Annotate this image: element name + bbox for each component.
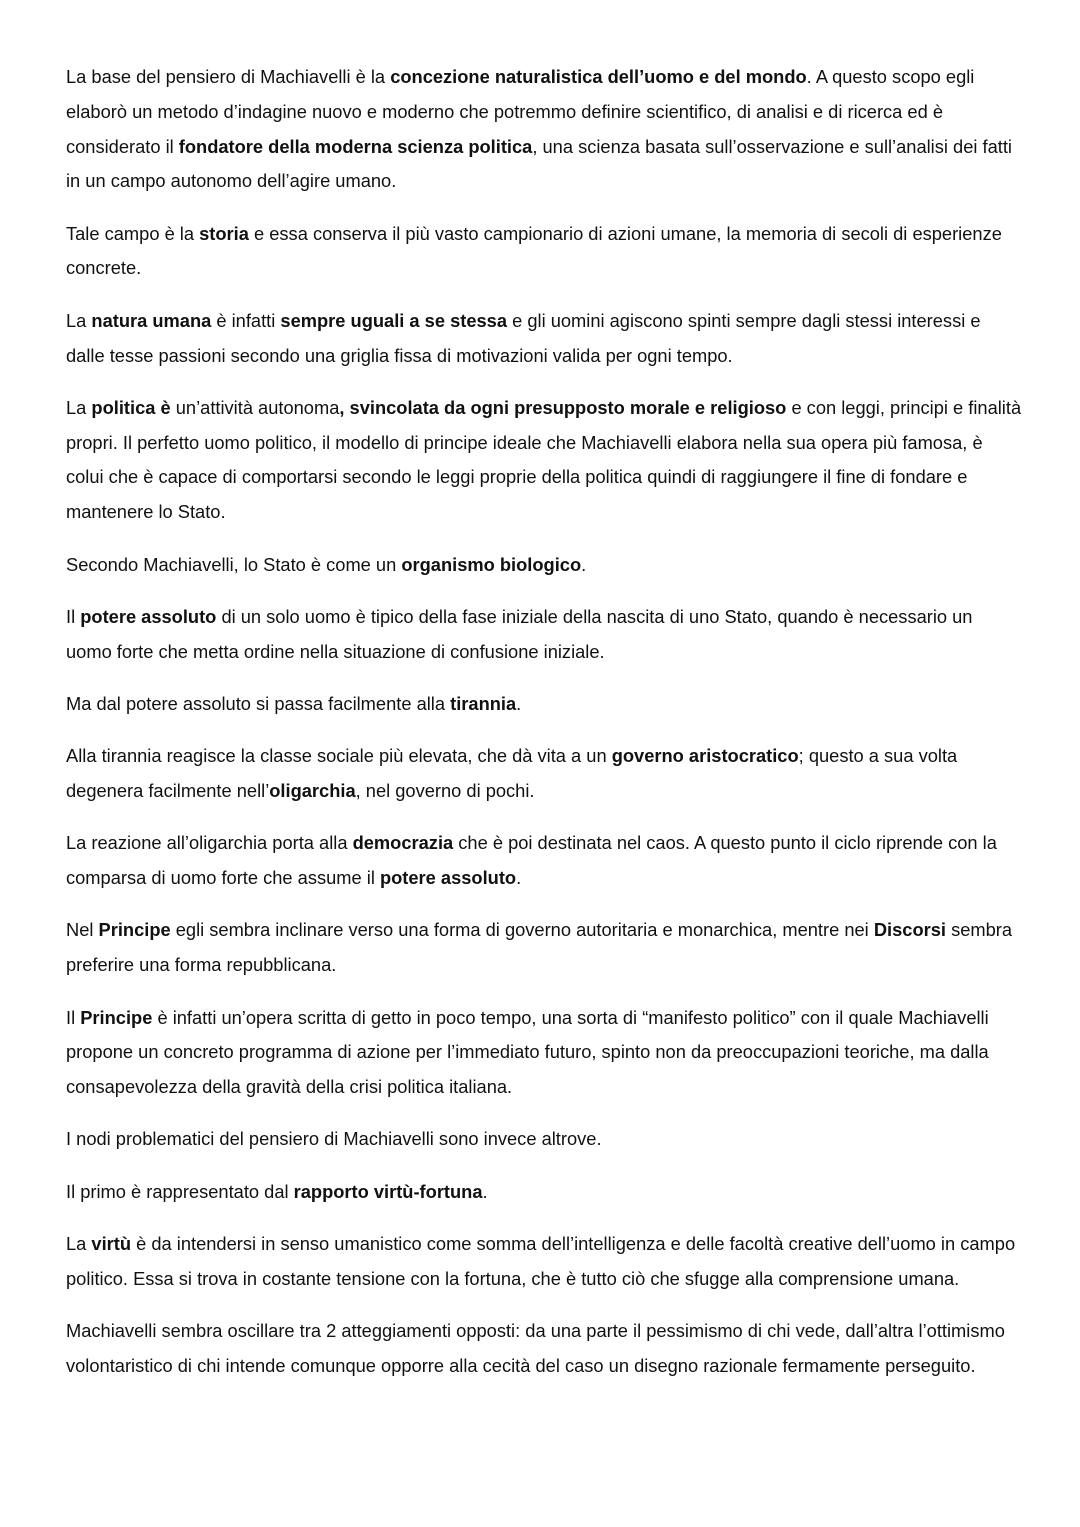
text-run: .: [516, 692, 522, 714]
text-run: Ma dal potere assoluto si passa facilmente alla: [66, 692, 451, 714]
bold-run: potere assoluto: [80, 605, 217, 627]
paragraph-absolute-power: [66, 600, 1022, 670]
text-run: Secondo Machiavelli, lo Stato è come un: [66, 553, 402, 575]
bold-run: rapporto virtù-fortuna: [293, 1180, 483, 1202]
text-run: e gli uomini agiscono spinti sempre dagli stessi interessi e dalle tesse passioni secondo una griglia fissa di motivazioni valida per ogni tempo.: [66, 309, 981, 366]
text-run: è da intendersi in senso umanistico come somma dell’intelligenza e delle facoltà creative dell’uomo in campo politico. Essa si trova in costante tensione con la fortuna, che è tutto ciò che sfugge alla comprensione umana.: [66, 1233, 1016, 1289]
bold-run: Principe: [98, 919, 171, 941]
text-run: di un solo uomo è tipico della fase iniziale della nascita di uno Stato, quando è necessario un uomo forte che metta ordine nella situazione di confusione iniziale.: [66, 605, 973, 662]
paragraph-biological-organism: [66, 548, 1022, 583]
text-run: è infatti: [211, 309, 281, 331]
paragraph-human-nature: [66, 304, 1022, 374]
paragraph-naturalistic-conception: [66, 60, 1022, 199]
bold-run: oligarchia: [269, 780, 356, 802]
bold-run: fondatore della moderna scienza politica: [178, 135, 533, 157]
text-run: Il primo è rappresentato dal: [66, 1180, 294, 1202]
text-run: , nel governo di pochi.: [355, 780, 535, 802]
text-run: egli sembra inclinare verso una forma di governo autoritaria e monarchica, mentre nei: [170, 919, 874, 941]
text-run: Il: [66, 605, 81, 627]
bold-run: governo aristocratico: [611, 745, 799, 767]
paragraph-principe-discorsi: [66, 913, 1022, 983]
bold-run: natura umana: [91, 309, 212, 331]
bold-run: storia: [199, 222, 249, 244]
bold-run: organismo biologico: [401, 553, 582, 575]
text-run: Il: [66, 1006, 81, 1028]
bold-run: democrazia: [352, 832, 454, 854]
text-run: Tale campo è la: [66, 222, 200, 244]
text-run: La reazione all’oligarchia porta alla: [66, 832, 353, 854]
text-run: .: [516, 867, 522, 889]
bold-run: concezione naturalistica dell’uomo e del mondo: [390, 66, 807, 87]
text-run: .: [581, 553, 587, 575]
text-run: che è poi destinata nel caos. A questo punto il ciclo riprende con la comparsa di uomo forte che assume il: [66, 832, 997, 889]
text-run: La: [66, 396, 92, 418]
text-run: . A questo scopo egli elaborò un metodo d’indagine nuovo e moderno che potremmo definire scientifico, di analisi e di ricerca ed è considerato il: [66, 66, 975, 157]
text-run: .: [482, 1180, 488, 1202]
bold-run: tirannia: [450, 692, 517, 714]
document-body: [66, 60, 1022, 1401]
text-run: I nodi problematici del pensiero di Machiavelli sono invece altrove.: [66, 1128, 602, 1150]
bold-run: sempre uguali a se stessa: [280, 309, 508, 331]
text-run: La: [66, 1233, 92, 1255]
paragraph-manifesto: [66, 1001, 1022, 1105]
text-run: , una scienza basata sull’osservazione e sull’analisi dei fatti in un campo autonomo dell’agire umano.: [66, 135, 1012, 192]
paragraph-pessimism-optimism: [66, 1314, 1022, 1384]
bold-run: politica è: [91, 396, 171, 418]
paragraph-problematic-nodes: [66, 1122, 1022, 1157]
paragraph-democracy: [66, 826, 1022, 896]
text-run: La: [66, 309, 92, 331]
text-run: sembra preferire una forma repubblicana.: [66, 919, 1013, 976]
text-run: ; questo a sua volta degenera facilmente nell’: [66, 745, 958, 802]
text-run: è infatti un’opera scritta di getto in poco tempo, una sorta di “manifesto politico” con il quale Machiavelli propone un concreto programma di azione per l’immediato futuro, spinto non da preoccupazioni teoriche, ma dalla consapevolezza della gravità della crisi politica italiana.: [66, 1006, 989, 1098]
bold-run: Principe: [80, 1006, 153, 1028]
text-run: La base del pensiero di Machiavelli è la: [66, 66, 391, 87]
paragraph-tyranny: [66, 687, 1022, 722]
paragraph-aristocracy: [66, 739, 1022, 809]
text-run: e con leggi, principi e finalità propri. Il perfetto uomo politico, il modello di principe ideale che Machiavelli elabora nella sua opera più famosa, è colui che è capace di comportarsi secondo le leggi proprie della politica quindi di raggiungere il fine di fondare e mantenere lo Stato.: [66, 396, 1022, 523]
bold-run: virtù: [91, 1233, 132, 1255]
text-run: Alla tirannia reagisce la classe sociale più elevata, che dà vita a un: [66, 745, 612, 767]
paragraph-virtue-definition: [66, 1227, 1022, 1297]
paragraph-history: [66, 217, 1022, 287]
bold-run: potere assoluto: [379, 867, 517, 889]
paragraph-virtue-fortune: [66, 1175, 1022, 1210]
bold-run: Discorsi: [873, 919, 946, 941]
text-run: Machiavelli sembra oscillare tra 2 atteggiamenti opposti: da una parte il pessimismo di chi vede, dall’altra l’ottimismo volontaristico di chi intende comunque opporre alla cecità del caso un disegno razionale fermamente perseguito.: [66, 1320, 1005, 1376]
paragraph-politics: [66, 391, 1022, 530]
text-run: e essa conserva il più vasto campionario di azioni umane, la memoria di secoli di esperienze concrete.: [66, 222, 1002, 279]
text-run: un’attività autonoma: [170, 396, 340, 418]
text-run: Nel: [66, 919, 99, 941]
bold-run: , svincolata da ogni presupposto morale e religioso: [339, 396, 787, 418]
